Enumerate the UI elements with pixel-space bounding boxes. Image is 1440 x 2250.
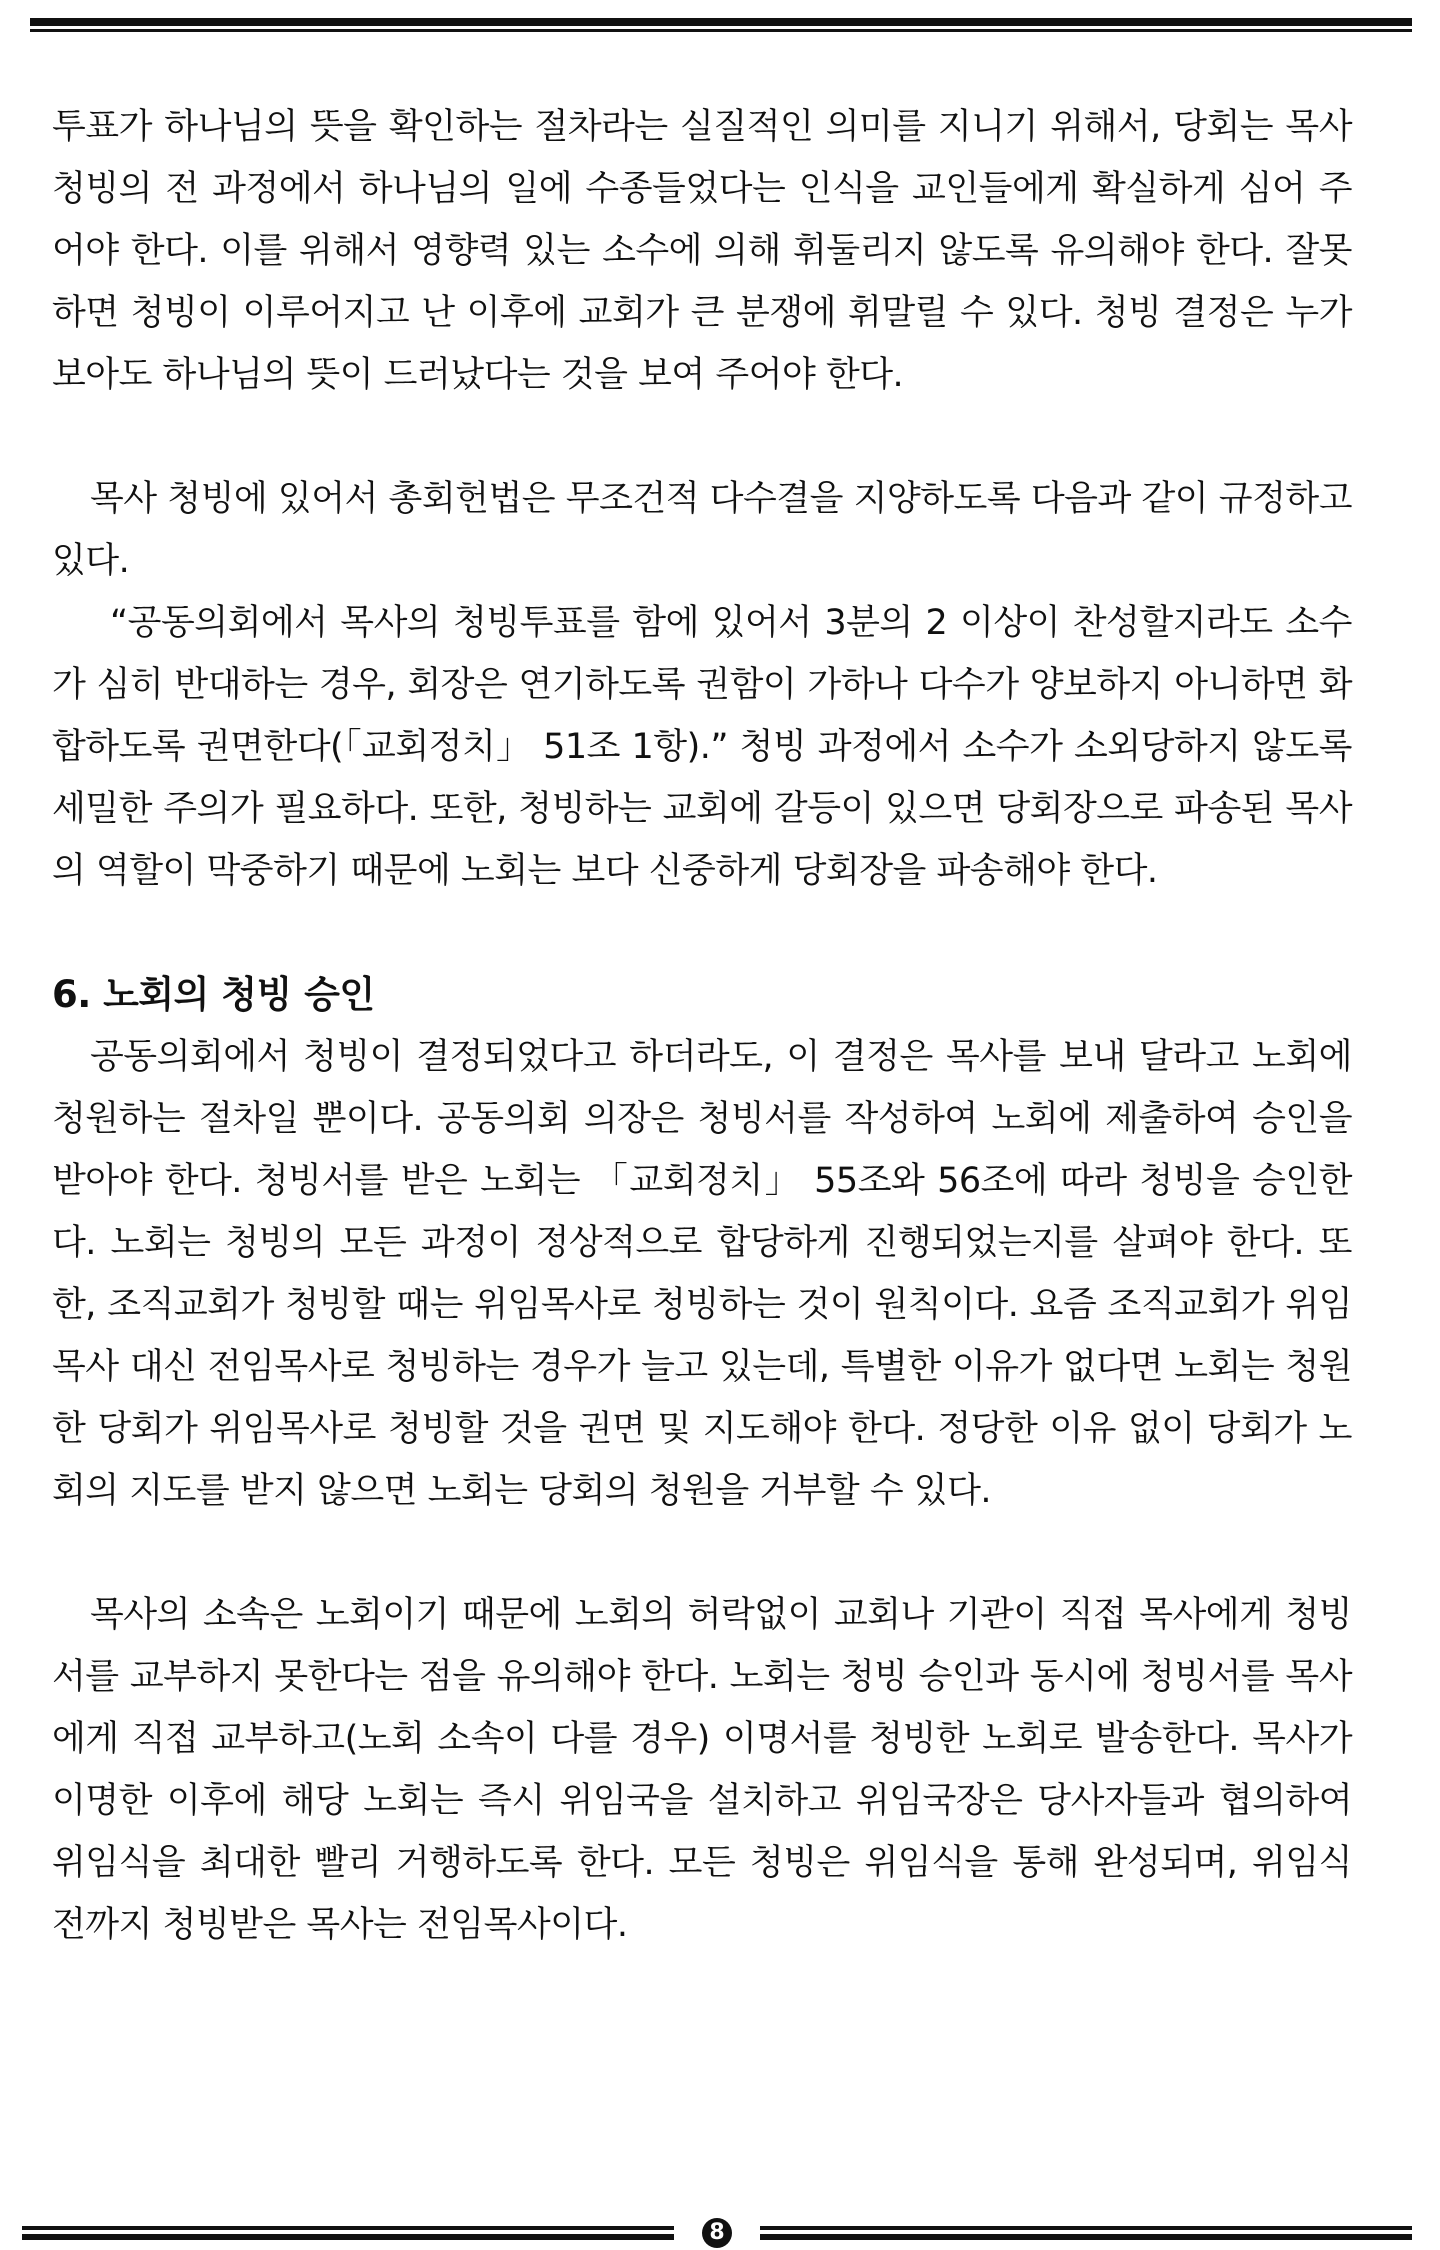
footer-rule-right <box>760 2226 1412 2240</box>
paragraph-quotation: “공동의회에서 목사의 청빙투표를 함에 있어서 3분의 2 이상이 찬성할지라도 소수가 심히 반대하는 경우, 회장은 연기하도록 권함이 가하나 다수가 양보하지 아니하면 화합하도록 권면한다(「교회정치」 51조 1항).” 청빙 과정에서 소수가 소외당하지 않도록 세밀한 주의가 필요하다. 또한, 청빙하는 교회에 갈등이 있으면 당회장으로 파송된 목사의 역할이 막중하기 때문에 노회는 보다 신중하게 당회장을 파송해야 한다. <box>52 603 1352 891</box>
paragraph-approval: 공동의회에서 청빙이 결정되었다고 하더라도, 이 결정은 목사를 보내 달라고 노회에 청원하는 절차일 뿐이다. 공동의회 의장은 청빙서를 작성하여 노회에 제출하여 승인을 받아야 한다. 청빙서를 받은 노회는 「교회정치」 55조와 56조에 따라 청빙을 승인한다. 노회는 청빙의 모든 과정이 정상적으로 합당하게 진행되었는지를 살펴야 한다. 또한, 조직교회가 청빙할 때는 위임목사로 청빙하는 것이 원칙이다. 요즘 조직교회가 위임목사 대신 전임목사로 청빙하는 경우가 늘고 있는데, 특별한 이유가 없다면 노회는 청원한 당회가 위임목사로 청빙할 것을 권면 및 지도해야 한다. 정당한 이유 없이 당회가 노회의 지도를 받지 않으면 노회는 당회의 청원을 거부할 수 있다. <box>52 1037 1352 1511</box>
paragraph-gap <box>52 902 1352 964</box>
footer-rule <box>22 2218 1412 2248</box>
paragraph-gap <box>52 1522 1352 1584</box>
paragraph-membership: 목사의 소속은 노회이기 때문에 노회의 허락없이 교회나 기관이 직접 목사에게 청빙서를 교부하지 못한다는 점을 유의해야 한다. 노회는 청빙 승인과 동시에 청빙서를 목사에게 직접 교부하고(노회 소속이 다를 경우) 이명서를 청빙한 노회로 발송한다. 목사가 이명한 이후에 해당 노회는 즉시 위임국을 설치하고 위임국장은 당사자들과 협의하여 위임식을 최대한 빨리 거행하도록 한다. 모든 청빙은 위임식을 통해 완성되며, 위임식 전까지 청빙받은 목사는 전임목사이다. <box>52 1595 1352 1945</box>
page-body <box>52 96 1352 1956</box>
page-number-badge: 8 <box>702 2218 732 2248</box>
paragraph-constitution: 목사 청빙에 있어서 총회헌법은 무조건적 다수결을 지양하도록 다음과 같이 규정하고 있다. <box>52 479 1352 581</box>
section-heading: 6. 노회의 청빙 승인 <box>52 973 375 1016</box>
paragraph-intro: 투표가 하나님의 뜻을 확인하는 절차라는 실질적인 의미를 지니기 위해서, 당회는 목사 청빙의 전 과정에서 하나님의 일에 수종들었다는 인식을 교인들에게 확실하게 심어 주어야 한다. 이를 위해서 영향력 있는 소수에 의해 휘둘리지 않도록 유의해야 한다. 잘못하면 청빙이 이루어지고 난 이후에 교회가 큰 분쟁에 휘말릴 수 있다. 청빙 결정은 누가 보아도 하나님의 뜻이 드러났다는 것을 보여 주어야 한다. <box>52 107 1352 395</box>
footer-rule-left <box>22 2226 674 2240</box>
top-rule <box>30 18 1412 32</box>
top-rule-thick-line <box>30 18 1412 26</box>
paragraph-gap <box>52 406 1352 468</box>
top-rule-thin-line <box>30 29 1412 32</box>
